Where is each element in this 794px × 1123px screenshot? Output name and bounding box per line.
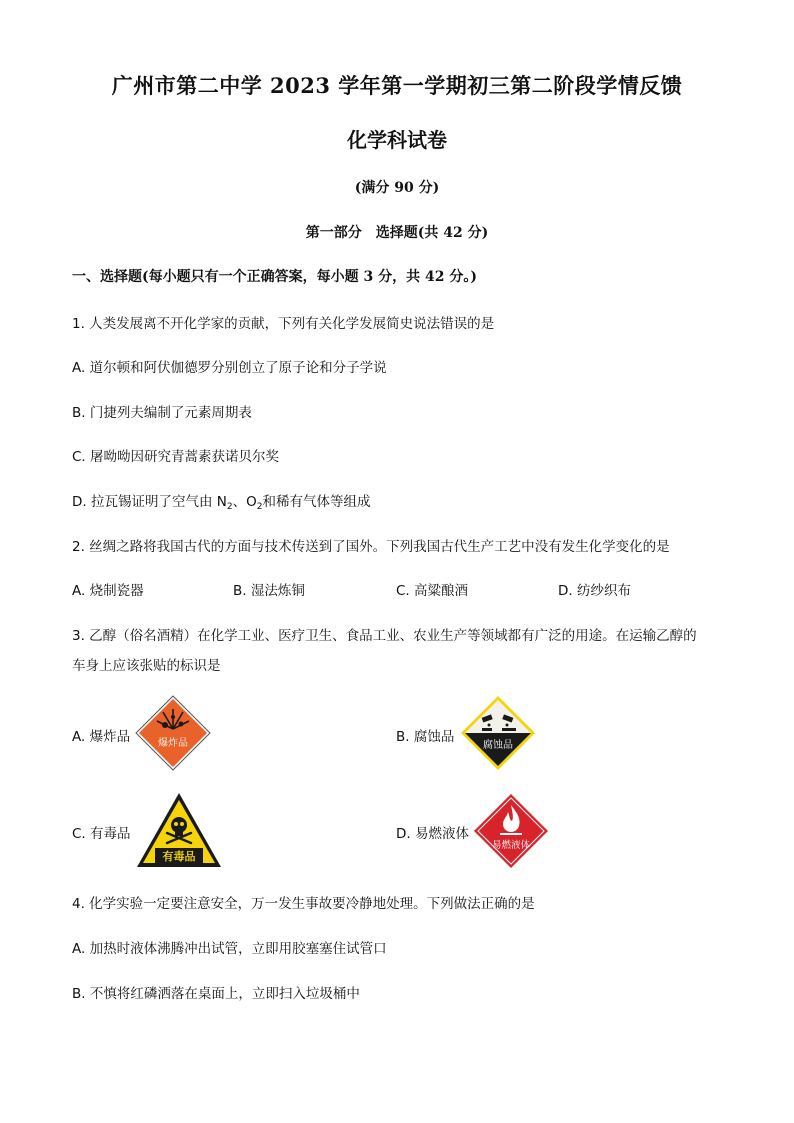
flammable-sign-label: 易燃液体 [491, 840, 531, 851]
toxic-sign-icon [135, 791, 223, 869]
q2-option-d: D. 纺纱织布 [558, 583, 631, 599]
q1-d-text: 、O [232, 494, 257, 510]
q3-stem-line2: 车身上应该张贴的标识是 [72, 658, 221, 674]
explosive-sign-label: 爆炸品 [158, 738, 188, 749]
corrosive-sign-icon [460, 695, 536, 771]
q3-option-b: B. 腐蚀品 [396, 729, 455, 745]
q1-d-text: D. 拉瓦锡证明了空气由 N [72, 494, 227, 510]
exam-title: 广州市第二中学 2023 学年第一学期初三第二阶段学情反馈 [111, 73, 683, 98]
q4-stem: 4. 化学实验一定要注意安全，万一发生事故要冷静地处理。下列做法正确的是 [72, 896, 535, 912]
q1-d-text: 和稀有气体等组成 [262, 494, 371, 510]
q2-option-a: A. 烧制瓷器 [72, 583, 144, 599]
flammable-sign [473, 793, 549, 869]
q1-option-d [72, 490, 370, 512]
q1-option-b: B. 门捷列夫编制了元素周期表 [72, 405, 252, 421]
q3-option-d: D. 易燃液体 [396, 826, 469, 842]
corrosive-sign [460, 695, 536, 771]
toxic-sign-label: 有毒品 [162, 850, 196, 863]
explosive-sign [135, 695, 211, 771]
q2-option-b: B. 湿法炼铜 [233, 583, 305, 599]
q1-option-c: C. 屠呦呦因研究青蒿素获诺贝尔奖 [72, 449, 280, 465]
q2-option-c: C. 高粱酿酒 [396, 583, 469, 599]
corrosive-sign-label: 腐蚀品 [483, 740, 513, 751]
q4-option-b: B. 不慎将红磷洒落在桌面上，立即扫入垃圾桶中 [72, 986, 360, 1002]
subscript: 2 [226, 502, 233, 512]
q4-option-a: A. 加热时液体沸腾冲出试管，立即用胶塞塞住试管口 [72, 941, 387, 957]
full-score: (满分 90 分) [354, 180, 440, 196]
q3-option-a: A. 爆炸品 [72, 729, 131, 745]
section-heading: 一、选择题(每小题只有一个正确答案，每小题 3 分，共 42 分。) [72, 269, 477, 285]
explosive-sign-icon [135, 695, 211, 771]
part-heading: 第一部分 选择题(共 42 分) [305, 225, 489, 241]
subscript: 2 [256, 502, 263, 512]
q2-stem: 2. 丝绸之路将我国古代的方面与技术传送到了国外。下列我国古代生产工艺中没有发生化学变化的是 [72, 539, 670, 555]
q3-option-c: C. 有毒品 [72, 826, 131, 842]
q3-stem-line1: 3. 乙醇（俗名酒精）在化学工业、医疗卫生、食品工业、农业生产等领域都有广泛的用途。在运输乙醇的 [72, 628, 697, 644]
q1-stem: 1. 人类发展离不开化学家的贡献，下列有关化学发展简史说法错误的是 [72, 316, 495, 332]
flammable-sign-icon [473, 793, 549, 869]
q1-option-a: A. 道尔顿和阿伏伽德罗分别创立了原子论和分子学说 [72, 360, 387, 376]
toxic-sign [135, 791, 223, 869]
exam-subtitle: 化学科试卷 [347, 128, 447, 152]
